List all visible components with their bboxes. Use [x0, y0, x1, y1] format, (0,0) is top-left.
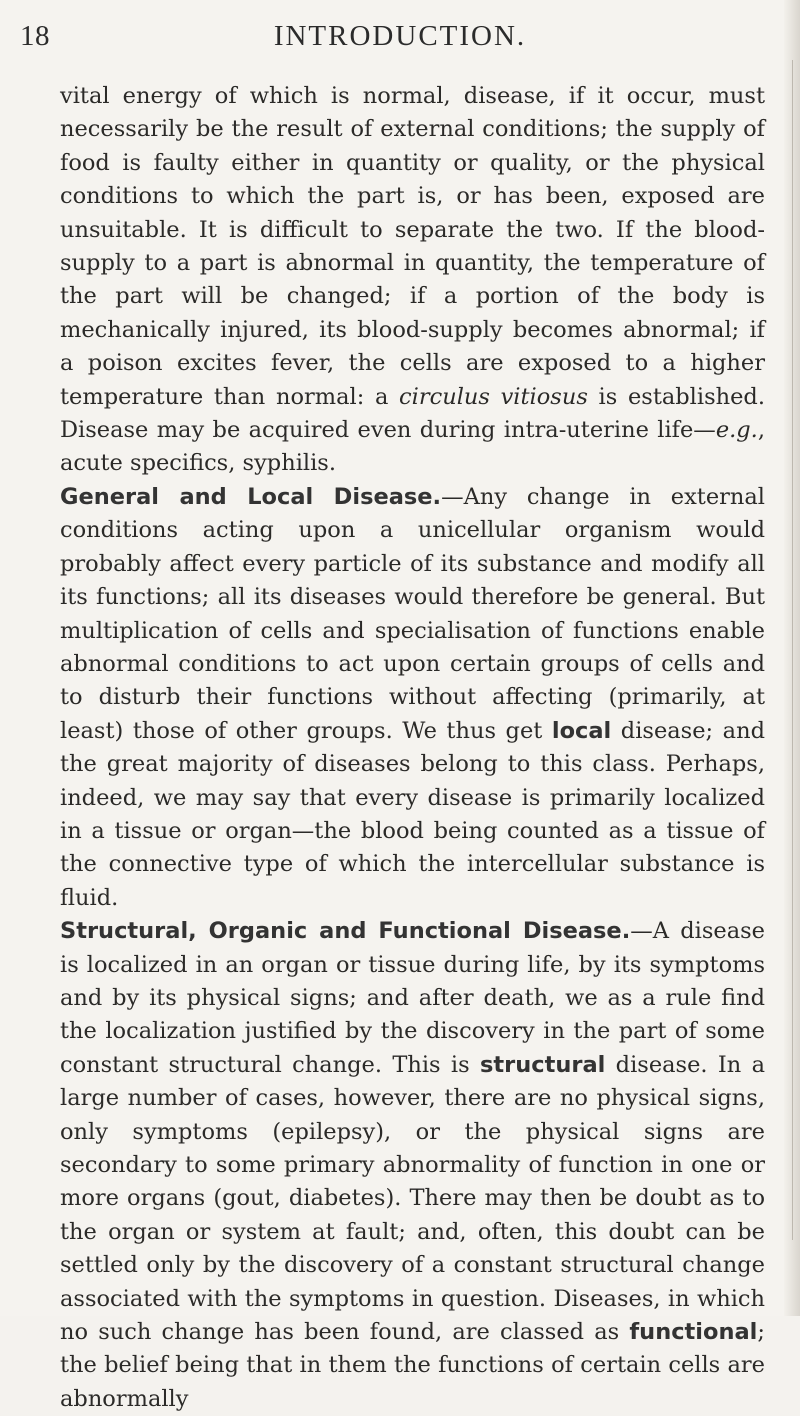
paragraph-3-text-b: disease. In a large number of cases, however, there are no physical signs, only symptoms (epilepsy), or the physical signs are secondary to some primary abnormality of function in one or more organs (gout, diabetes). There may then be doubt as to the organ or system at fault; and, often, this doubt can be settled only by the discovery of a constant structural change associated with the symptoms in question. Diseases, in which no such change has been found, are classed as	[60, 1051, 766, 1346]
paragraph-3-text-c: ; the belief being that in them the functions of certain cells are abnormally	[60, 1319, 765, 1412]
paragraph-3	[60, 915, 765, 1416]
paragraph-1-text: vital energy of which is normal, disease, if it occur, must necessarily be the result of external conditions; the supply of food is faulty either in quantity or quality, or the physical conditions to which the part is, or has been, exposed are unsuitable. It is difficult to separate the two. If the blood-supply to a part is abnormal in quantity, the temperature of the part will be changed; if a portion of the body is mechanically injured, its blood-supply becomes abnormal; if a poison excites fever, the cells are exposed to a higher temperature than normal: a	[60, 83, 765, 410]
paragraph-1	[60, 80, 765, 481]
italic-term: circulus vitiosus	[399, 383, 588, 410]
paragraph-1-text-c: , acute specifics, syphilis.	[60, 417, 765, 477]
italic-abbrev: e.g.	[715, 417, 758, 444]
page-edge-line	[792, 60, 793, 1240]
emphasis-local: local	[551, 717, 612, 744]
section-heading-structural-organic: Structural, Organic and Functional Disease.	[60, 918, 631, 945]
paragraph-3-text: —A disease is localized in an organ or tissue during life, by its symptoms and by its physical signs; and after death, we as a rule find the localization justified by the discovery in the part of some constant structural change. This is	[60, 918, 765, 1078]
body-text	[60, 80, 765, 1416]
emphasis-structural: structural	[479, 1051, 606, 1078]
running-head: INTRODUCTION.	[273, 20, 527, 52]
paragraph-2-text-b: disease; and the great majority of diseases belong to this class. Perhaps, indeed, we may say that every disease is primarily localized in a tissue or organ—the blood being counted as a tissue of the connective type of which the intercellular substance is fluid.	[60, 717, 765, 911]
page-number: 18	[20, 20, 50, 52]
paragraph-2	[60, 481, 765, 915]
emphasis-functional: functional	[629, 1319, 758, 1346]
paragraph-2-text: —Any change in external conditions acting upon a unicellular organism would probably affect every particle of its substance and modify all its functions; all its diseases would therefore be general. But multiplication of cells and specialisation of functions enable abnormal conditions to act upon certain groups of cells and to disturb their functions without affecting (primarily, at least) those of other groups. We thus get	[60, 483, 765, 744]
page-header	[20, 20, 780, 60]
paragraph-1-text-b: is established. Disease may be acquired even during intra-uterine life—	[60, 383, 765, 444]
section-heading-general-local: General and Local Disease.	[60, 483, 442, 510]
